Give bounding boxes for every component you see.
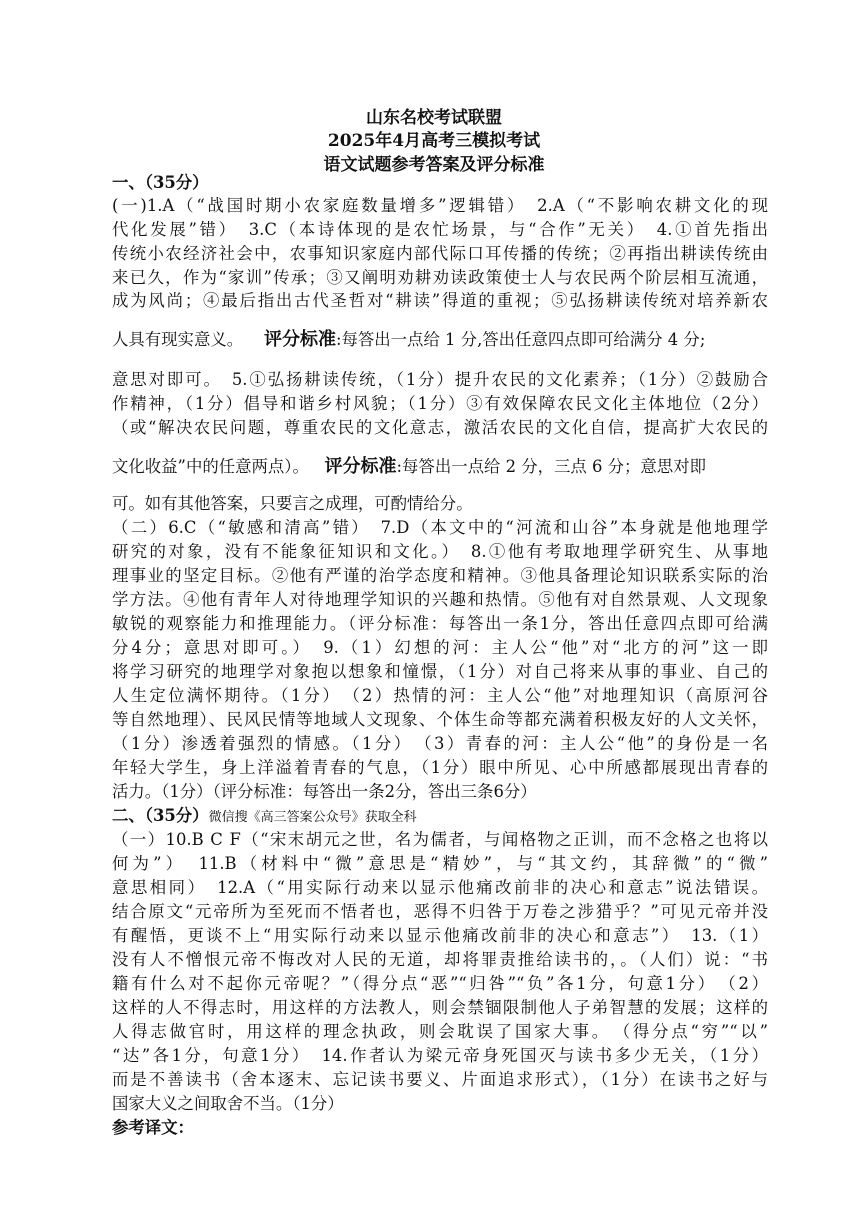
rubric-label: 评分标准 bbox=[324, 456, 397, 477]
answer-line: 等自然地理）、民风民情等地域人文现象、个体生命等都充满着积极友好的人文关怀， bbox=[112, 710, 768, 729]
answer-line: 传统小农经济社会中，农事知识家庭内部代际口耳传播的传统；②再指出耕读传统由 bbox=[112, 244, 768, 263]
answer-text: 人具有现实意义。 bbox=[112, 330, 244, 349]
reference-translation-heading: 参考译文： bbox=[112, 1118, 194, 1137]
answer-line: 来已久，作为“家训”传承；③又阐明劝耕劝读政策使士人与农民两个阶层相互流通， bbox=[112, 268, 768, 287]
answer-line: 年轻大学生，身上洋溢着青春的气息，（1分）眼中所见、心中所感都展现出青春的 bbox=[112, 758, 768, 777]
rubric-label: 评分标准 bbox=[263, 329, 336, 350]
answer-line: 结合原文“元帝所为至死而不悟者也，恶得不归咎于万卷之涉猎乎？”可见元帝并没 bbox=[112, 902, 768, 921]
section-two-heading-row bbox=[112, 806, 768, 828]
answer-line-with-rubric bbox=[112, 330, 768, 350]
answer-line: 意思对即可。 5.①弘扬耕读传统，（1分）提升农民的文化素养；（1分）②鼓励合 bbox=[112, 370, 768, 389]
answer-line: （1分）渗透着强烈的情感。（1分） （3）青春的河：主人公“他”的身份是一名 bbox=[112, 734, 768, 753]
answer-line: 作精神，（1分）倡导和谐乡村风貌；（1分）③有效保障农民文化主体地位（2分） bbox=[112, 394, 768, 413]
answer-line: 学方法。④他有青年人对待地理学知识的兴趣和热情。⑤他有对自然景观、人文现象 bbox=[112, 590, 768, 609]
answer-line: 人得志做官时，用这样的理念执政，则会耽误了国家大事。 （得分点“穷”“以” bbox=[112, 1022, 768, 1041]
answer-line: （或“解决农民问题，尊重农民的文化意志，激活农民的文化自信，提高扩大农民的 bbox=[112, 418, 768, 437]
answer-line: 籍有什么对不起你元帝呢？”（得分点“恶”“归咎”“负”各1分，句意1分） （2） bbox=[112, 974, 768, 993]
section-two-heading: 二、（35分） bbox=[112, 806, 209, 825]
answer-line: 成为风尚；④最后指出古代圣哲对“耕读”得道的重视；⑤弘扬耕读传统对培养新农 bbox=[112, 291, 768, 310]
answer-line: 意思相同） 12.A（“用实际行动来以显示他痛改前非的决心和意志”说法错误。 bbox=[112, 878, 768, 897]
answer-key-title: 语文试题参考答案及评分标准 bbox=[323, 155, 545, 175]
answer-line: 活力。（1分）（评分标准：每答出一条2分，答出三条6分） bbox=[112, 782, 537, 801]
answer-text: 文化收益”中的任意两点）。 bbox=[112, 457, 309, 476]
answer-line: “达”各1分，句意1分） 14.作者认为梁元帝身死国灭与读书多少无关，（1分） bbox=[112, 1046, 768, 1065]
answer-line: 人生定位满怀期待。（1分） （2）热情的河：主人公“他”对地理知识（高原河谷 bbox=[112, 686, 768, 705]
answer-line: 没有人不憎恨元帝不悔改对人民的无道，却将罪责推给读书的，。（人们）说：“书 bbox=[112, 950, 768, 969]
answer-line: 分4分；意思对即可。） 9.（1）幻想的河：主人公“他”对“北方的河”这一即 bbox=[112, 638, 768, 657]
watermark-note: 微信搜《高三答案公众号》获取全科 bbox=[208, 810, 417, 825]
answer-line: 理事业的坚定目标。②他有严谨的治学态度和精神。③他具备理论知识联系实际的治 bbox=[112, 566, 768, 585]
answer-line: （二）6.C（“敏感和清高”错） 7.D（本文中的“河流和山谷”本身就是他地理学 bbox=[112, 518, 768, 537]
answer-line: 代化发展”错） 3.C（本诗体现的是农忙场景，与“合作”无关） 4.①首先指出 bbox=[112, 220, 768, 239]
section-one-heading: 一、（35分） bbox=[112, 173, 209, 192]
answer-line: 将学习研究的地理学对象抱以想象和憧憬，（1分）对自己将来从事的事业、自己的 bbox=[112, 662, 768, 681]
answer-line: 而是不善读书（舍本逐末、忘记读书要义、片面追求形式），（1分）在读书之好与 bbox=[112, 1070, 768, 1089]
union-title: 山东名校考试联盟 bbox=[366, 108, 502, 128]
answer-line: (一)1.A（“战国时期小农家庭数量增多”逻辑错） 2.A（“不影响农耕文化的现 bbox=[112, 196, 768, 215]
answer-line: 研究的对象，没有不能象征知识和文化。） 8.①他有考取地理学研究生、从事地 bbox=[112, 542, 768, 561]
answer-line: 可。如有其他答案，只要言之成理，可酌情给分。 bbox=[112, 494, 473, 513]
rubric-text: :每答出一点给 1 分,答出任意四点即可给满分 4 分; bbox=[335, 330, 706, 349]
answer-line: 有醒悟，更谈不上“用实际行动来以显示他痛改前非的决心和意志”） 13.（1） bbox=[112, 926, 768, 945]
exam-title: 2025年4月高考三模拟考试 bbox=[327, 131, 541, 151]
answer-line-with-rubric bbox=[112, 457, 768, 477]
answer-line: 国家大义之间取舍不当。（1分） bbox=[112, 1094, 344, 1113]
answer-line: 何为”） 11.B（材料中“微”意思是“精妙”，与“其文约，其辞微”的“微” bbox=[112, 854, 768, 873]
rubric-text: :每答出一点给 2 分，三点 6 分；意思对即 bbox=[396, 457, 706, 476]
answer-line: 这样的人不得志时，用这样的方法教人，则会禁锢限制他人子弟智慧的发展；这样的 bbox=[112, 998, 768, 1017]
answer-line: （一）10.B C F（“宋末胡元之世，名为儒者，与闻格物之正训，而不念格之也将以 bbox=[112, 830, 768, 849]
answer-line: 敏锐的观察能力和推理能力。（评分标准：每答出一条1分，答出任意四点即可给满 bbox=[112, 614, 768, 633]
